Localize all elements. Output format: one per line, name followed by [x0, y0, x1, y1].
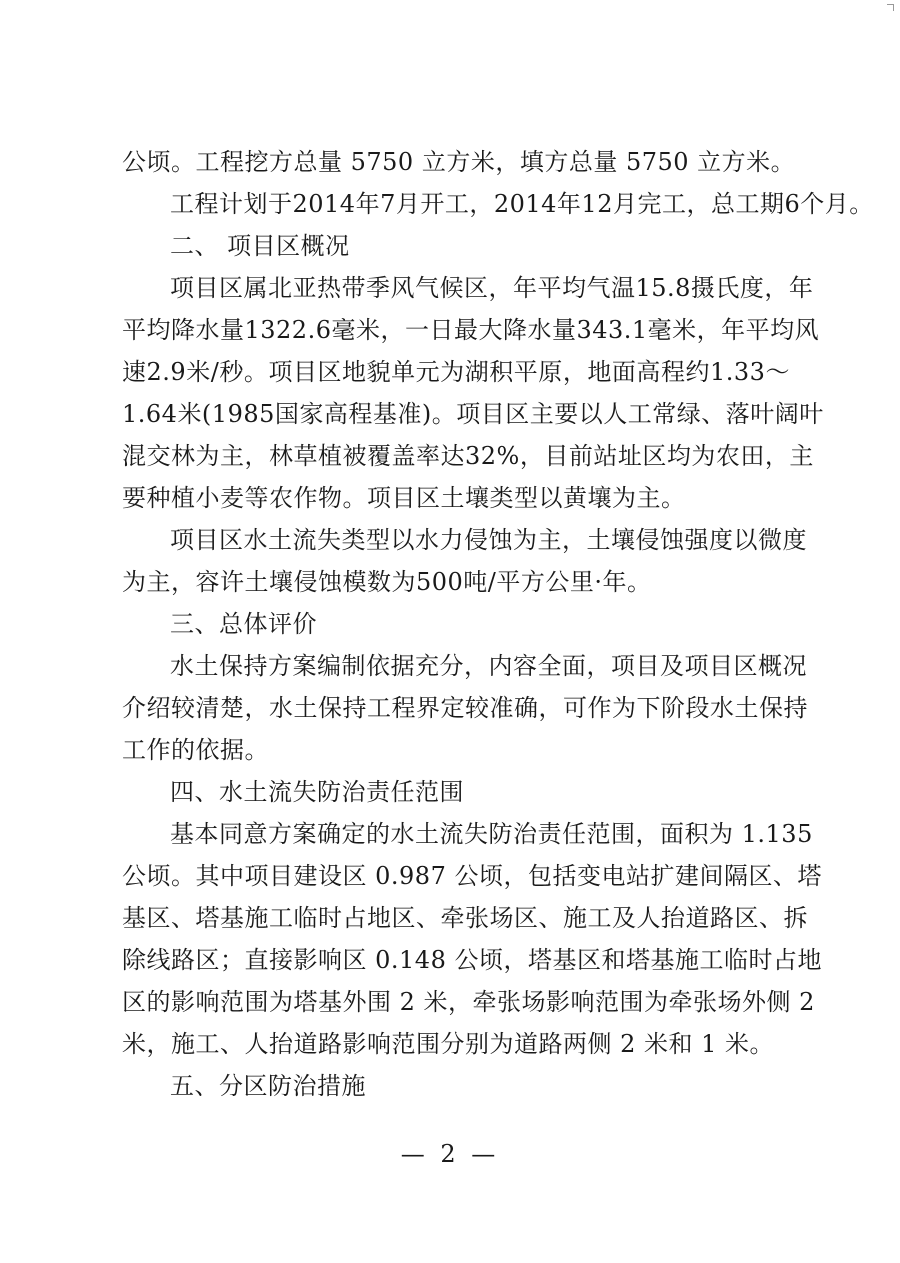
text-line: 米，施工、人抬道路影响范围分别为道路两侧 2 米和 1 米。	[122, 1030, 775, 1058]
text-line: 项目区属北亚热带季风气候区，年平均气温15.8摄氏度，年	[170, 274, 814, 302]
text-line: 工程计划于2014年7月开工，2014年12月完工，总工期6个月。	[170, 190, 874, 218]
document-body	[122, 146, 874, 1112]
text-line: 平均降水量1322.6毫米，一日最大降水量343.1毫米，年平均风	[122, 316, 820, 344]
text-line: 区的影响范围为塔基外围 2 米，牵张场影响范围为牵张场外侧 2	[122, 988, 815, 1016]
text-line: 除线路区；直接影响区 0.148 公顷，塔基区和塔基施工临时占地	[122, 946, 822, 974]
text-line: 公顷。工程挖方总量 5750 立方米，填方总量 5750 立方米。	[122, 148, 796, 176]
text-line: 公顷。其中项目建设区 0.987 公顷，包括变电站扩建间隔区、塔	[122, 862, 822, 890]
text-line: 工作的依据。	[122, 736, 269, 764]
text-line: 基本同意方案确定的水土流失防治责任范围，面积为 1.135	[170, 820, 813, 848]
text-line: 速2.9米/秒。项目区地貌单元为湖积平原，地面高程约1.33～	[122, 358, 790, 386]
text-line: 1.64米(1985国家高程基准)。项目区主要以人工常绿、落叶阔叶	[122, 400, 824, 428]
text-line: 要种植小麦等农作物。项目区土壤类型以黄壤为主。	[122, 484, 686, 512]
page-number: — 2 —	[400, 1140, 500, 1168]
text-line: 项目区水土流失类型以水力侵蚀为主，土壤侵蚀强度以微度	[170, 526, 807, 554]
text-line: 四、水土流失防治责任范围	[170, 778, 464, 806]
text-line: 水土保持方案编制依据充分，内容全面，项目及项目区概况	[170, 652, 807, 680]
text-line: 介绍较清楚，水土保持工程界定较准确，可作为下阶段水土保持	[122, 694, 808, 722]
scan-corner-mark	[887, 4, 894, 11]
text-line: 三、总体评价	[170, 610, 317, 638]
text-line: 基区、塔基施工临时占地区、牵张场区、施工及人抬道路区、拆	[122, 904, 808, 932]
text-line: 混交林为主，林草植被覆盖率达32%，目前站址区均为农田，主	[122, 442, 814, 470]
text-line: 二、 项目区概况	[170, 232, 350, 260]
text-line: 五、分区防治措施	[170, 1072, 366, 1100]
text-line: 为主，容许土壤侵蚀模数为500吨/平方公里·年。	[122, 568, 652, 596]
